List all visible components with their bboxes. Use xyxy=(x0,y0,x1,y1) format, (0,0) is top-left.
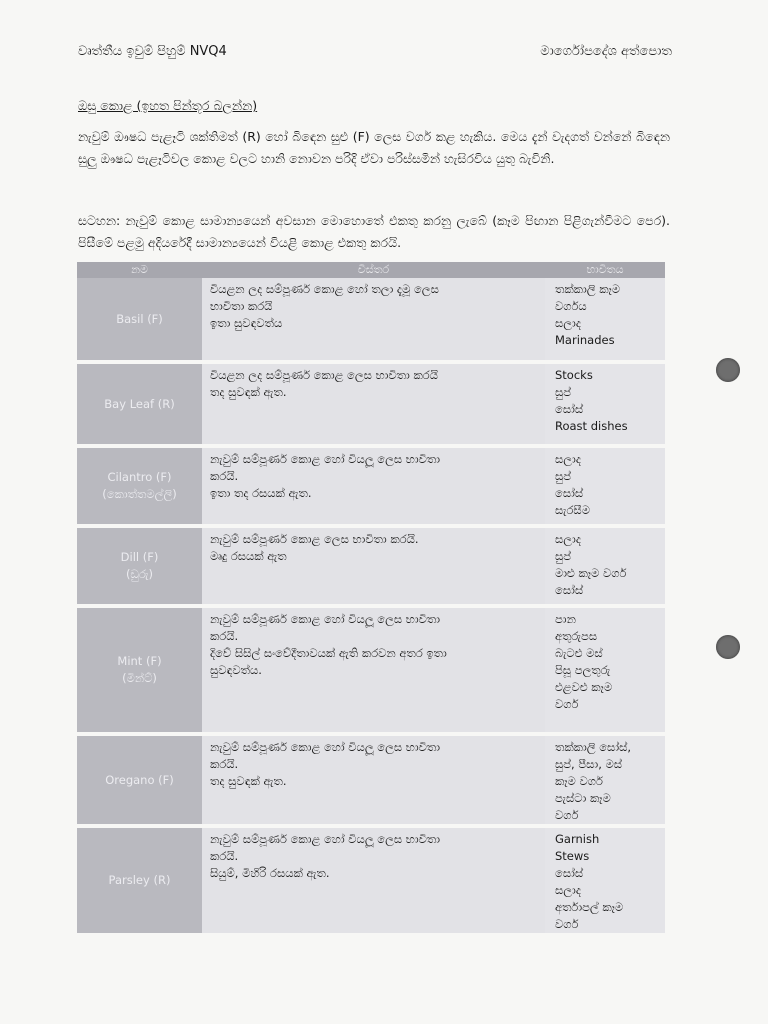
table-row xyxy=(77,826,665,935)
herb-name-line: Dill (F) xyxy=(120,550,159,564)
section-subtitle: ඔසු කොළ (ඉහත පින්තූර බලන්න) xyxy=(78,98,258,113)
herb-name-line: Parsley (R) xyxy=(108,873,171,887)
herb-name xyxy=(77,278,202,362)
use-item: පාන xyxy=(555,612,576,626)
herb-name-line: (ඩුරු) xyxy=(125,567,154,581)
use-item: සලාද xyxy=(555,452,581,466)
table-row xyxy=(77,606,665,734)
description-line: ඉතා සුවඳවත්ය xyxy=(210,316,283,330)
use-item: අතුරුපස xyxy=(555,629,598,643)
description-line: නැවුම් සම්පූර්ණ කොළ ලෙස භාවිතා කරයි. xyxy=(210,532,419,546)
description-line: නැවුම් සම්පූර්ණ කොළ හෝ වියලූ ලෙස භාවිතා xyxy=(210,612,441,626)
use-item: එළවළු කෑම xyxy=(555,680,613,694)
description-line: කරයි. xyxy=(210,629,239,643)
description-line: වියළන ලද සම්පූර්ණ කොළ හෝ තලා දැමූ ලෙස xyxy=(210,282,439,296)
use-item: සුප් xyxy=(555,549,572,563)
herb-name-line: (මින්ට්) xyxy=(122,671,157,685)
herb-name-line: Oregano (F) xyxy=(105,772,174,787)
use-item: Stocks xyxy=(555,368,593,382)
description-line: නැවුම් සම්පූර්ණ කොළ හෝ වියලූ ලෙස භාවිතා xyxy=(210,452,441,466)
herb-name xyxy=(77,526,202,606)
use-item: අර්තාපල් කෑම xyxy=(555,900,624,914)
use-item: තක්කාලි සෝස්, xyxy=(555,740,632,754)
herb-name-line: Basil (F) xyxy=(116,311,163,326)
header-right: මාර්ගෝපදේශ අත්පොත xyxy=(540,44,672,59)
use-item: සෝස් xyxy=(555,486,584,500)
herb-name xyxy=(77,362,202,446)
description-line: තද සුවඳක් ඇත. xyxy=(210,774,287,788)
use-item: කෑම වර්ග xyxy=(555,774,603,788)
herb-description xyxy=(202,362,545,446)
use-item: බැටළු මස් xyxy=(555,646,603,660)
description-line: නැවුම් සම්පූර්ණ කොළ හෝ වියලූ ලෙස භාවිතා xyxy=(210,832,441,846)
description-line: භාවිතා කරයි xyxy=(210,299,273,313)
description-line: කරයි. xyxy=(210,469,239,483)
description-line: වියළන ලද සම්පූර්ණ කොළ ලෙස භාවිතා කරයි xyxy=(210,368,439,382)
herb-uses xyxy=(545,278,665,362)
table-header-row xyxy=(77,262,665,278)
use-item: පිසූ පලතුරු xyxy=(555,663,611,677)
use-item: සුප් xyxy=(555,469,572,483)
use-item: Stews xyxy=(555,849,590,863)
herb-uses xyxy=(545,734,665,826)
use-item: සලාද xyxy=(555,883,581,897)
herb-description xyxy=(202,734,545,826)
use-item: මාළු කෑම වර්ග xyxy=(555,566,627,580)
table-row xyxy=(77,526,665,606)
herb-name-line: Cilantro (F) xyxy=(107,470,172,484)
header-name: නම xyxy=(77,262,202,278)
herb-uses xyxy=(545,826,665,935)
table-row xyxy=(77,362,665,446)
herb-uses xyxy=(545,446,665,526)
herb-uses xyxy=(545,526,665,606)
use-item: Garnish xyxy=(555,832,600,846)
punch-hole xyxy=(716,358,740,382)
use-item: සැරසීම xyxy=(555,503,590,517)
use-item: Roast dishes xyxy=(555,419,628,433)
use-item: Marinades xyxy=(555,333,615,347)
use-item: සෝස් xyxy=(555,583,584,597)
use-item: තක්කාලි කෑම xyxy=(555,282,621,296)
description-line: ඉතා තද රසයක් ඇත. xyxy=(210,486,312,500)
use-item: සෝස් xyxy=(555,402,584,416)
use-item: සලාද xyxy=(555,316,581,330)
herbs-table xyxy=(77,262,665,937)
use-item: වර්ග xyxy=(555,808,579,822)
description-line: තද සුවඳක් ඇත. xyxy=(210,385,287,399)
description-line: සුවඳවත්ය. xyxy=(210,663,262,677)
herb-description xyxy=(202,446,545,526)
header-uses: භාවිතය xyxy=(545,262,665,278)
herb-uses xyxy=(545,606,665,734)
description-line: සියුම්, මිහිරි රසයක් ඇත. xyxy=(210,866,330,880)
table-row xyxy=(77,446,665,526)
herb-description xyxy=(202,606,545,734)
use-item: වර්ගය xyxy=(555,299,587,313)
intro-paragraph: නැවුම් ඖෂධ පැළෑටි ශක්තිමත් (R) හෝ බිඳෙන සුළු (F) ලෙස වර්ග කළ හැකිය. මෙය දැන් වැදගත් වන්නේ බිඳෙන සුලු ඖෂධ පැළෑටිවල කොළ වලට හානි නොවන පරිදි ඒවා පරිස්සමින් හැසිරවිය යුතු බැවිනි. xyxy=(78,129,670,166)
herb-name-line: Mint (F) xyxy=(117,654,162,668)
herb-name xyxy=(77,446,202,526)
herb-name-line: (කොත්තමල්ලි) xyxy=(102,487,177,501)
note-paragraph: සටහන: නැවුම් කොළ සාමාන්‍යයෙන් අවසාන මොහොතේ එකතු කරනු ලැබේ (කෑම පිඟාන පිළිගැන්වීමට පෙර). පිසීමේ පළමු අදියරේදී සාමාන්‍යයෙන් වියළි කොළ එකතු කරයි. xyxy=(78,213,670,250)
description-line: නැවුම් සම්පූර්ණ කොළ හෝ වියලූ ලෙස භාවිතා xyxy=(210,740,441,754)
punch-hole xyxy=(716,635,740,659)
table-row xyxy=(77,278,665,362)
use-item: වර්ග xyxy=(555,697,579,711)
herb-description xyxy=(202,826,545,935)
herb-description xyxy=(202,278,545,362)
description-line: කරයි. xyxy=(210,757,239,771)
herb-uses xyxy=(545,362,665,446)
herb-description xyxy=(202,526,545,606)
use-item: සුප් xyxy=(555,385,572,399)
use-item: පැස්ටා කෑම xyxy=(555,791,611,805)
herb-name xyxy=(77,734,202,826)
table-row xyxy=(77,734,665,826)
herb-name xyxy=(77,606,202,734)
herb-name-line: Bay Leaf (R) xyxy=(104,396,175,411)
use-item: වර්ග xyxy=(555,917,579,931)
use-item: සෝස් xyxy=(555,866,584,880)
description-line: කරයි. xyxy=(210,849,239,863)
use-item: සුප්, පීසා, මස් xyxy=(555,757,623,771)
header-description: විස්තර xyxy=(202,262,545,278)
description-line: මෘදු රසයක් ඇත xyxy=(210,549,287,563)
herb-name xyxy=(77,826,202,935)
header-left: වෘත්තීය ඉවුම් පිහුම් NVQ4 xyxy=(78,44,227,59)
use-item: සලාද xyxy=(555,532,581,546)
description-line: දිවේ සිසිල් සංවේදීතාවයක් ඇති කරවන අතර ඉතා xyxy=(210,646,447,660)
